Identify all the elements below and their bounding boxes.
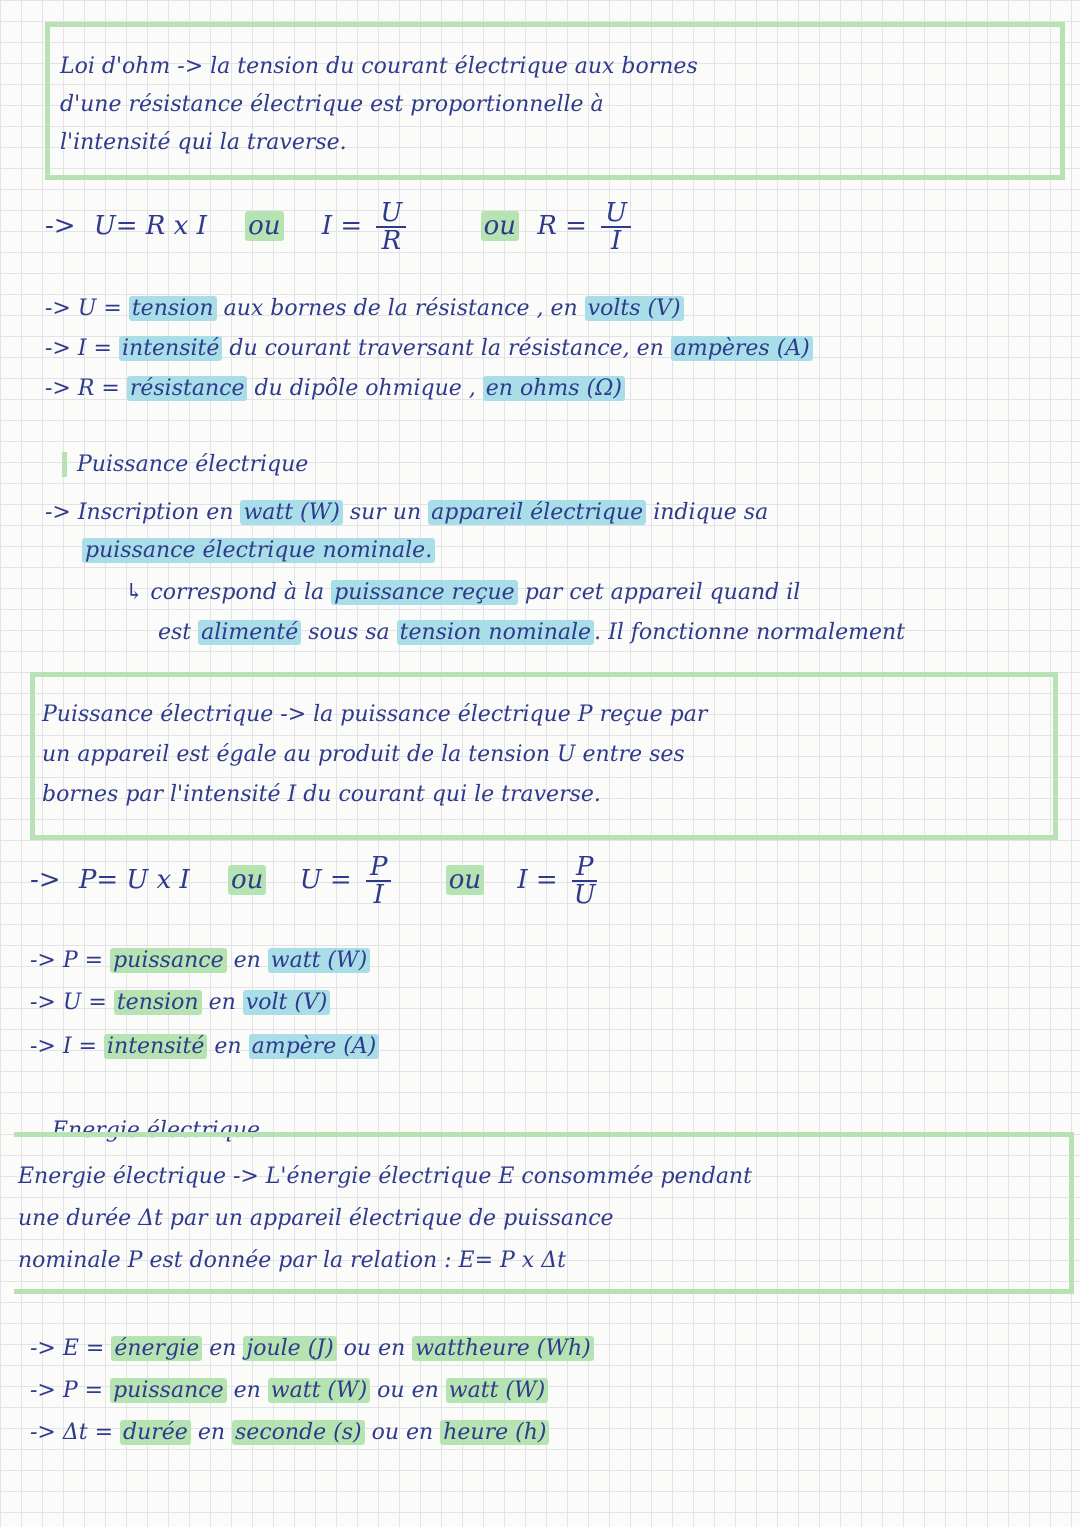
def-e: -> E = énergie en joule (J) ou en wattheure (Wh) (30, 1336, 594, 1361)
formula-u-left: U = (299, 865, 352, 895)
def-p-watt: -> P = puissance en watt (W) ou en watt (W) (30, 1378, 548, 1403)
or-word: ou (446, 865, 484, 895)
ohm-box-line-2: d'une résistance électrique est proportionnelle à (60, 92, 604, 117)
puissance-line-1: -> Inscription en watt (W) sur un appareil électrique indique sa (45, 500, 769, 525)
formula-p: P= U x I (78, 865, 190, 895)
or-word: ou (245, 211, 283, 241)
ohm-box-line-1: Loi d'ohm -> la tension du courant électrique aux bornes (60, 54, 698, 79)
formula-i-left: I = (321, 211, 363, 241)
fraction-u-over-i: $\frac{U}{I}$ (601, 200, 631, 254)
def-i-ampere: -> I = intensité en ampère (A) (30, 1034, 379, 1059)
puissance-formula (30, 854, 603, 908)
formula-i-left: I = (517, 865, 558, 895)
section-heading-puissance: Puissance électrique (62, 452, 308, 477)
energie-box-line-2: une durée Δt par un appareil électrique de puissance (18, 1206, 614, 1231)
def-r: -> R = résistance du dipôle ohmique , en ohms (Ω) (45, 376, 625, 401)
energie-box-line-1: Energie électrique -> L'énergie électrique E consommée pendant (18, 1164, 752, 1189)
or-word: ou (228, 865, 266, 895)
puissance-box-line-3: bornes par l'intensité I du courant qui le traverse. (42, 782, 601, 807)
arrow: -> (45, 211, 76, 241)
ohm-formula (45, 200, 637, 254)
energie-box-line-3: nominale P est donnée par la relation : E= P x Δt (18, 1248, 566, 1273)
puissance-line-2: puissance électrique nominale. (82, 538, 435, 563)
fraction-p-over-u: $\frac{P}{U}$ (573, 852, 596, 910)
fraction-p-over-i: $\frac{P}{I}$ (366, 854, 392, 908)
def-u: -> U = tension aux bornes de la résistance , en volts (V) (45, 296, 684, 321)
puissance-box-line-1: Puissance électrique -> la puissance électrique P reçue par (42, 702, 708, 727)
formula-r-left: R = (537, 211, 587, 241)
puissance-box-line-2: un appareil est égale au produit de la tension U entre ses (42, 742, 685, 767)
def-delta-t: -> Δt = durée en seconde (s) ou en heure (h) (30, 1420, 549, 1445)
fraction-u-over-r: $\frac{U}{R}$ (376, 200, 406, 254)
def-i: -> I = intensité du courant traversant la résistance, en ampères (A) (45, 336, 813, 361)
puissance-line-3: ↳ correspond à la puissance reçue par cet appareil quand il (125, 580, 801, 605)
def-p: -> P = puissance en watt (W) (30, 948, 370, 973)
formula-u: U= R x I (93, 211, 207, 241)
ohm-box-line-3: l'intensité qui la traverse. (60, 130, 347, 155)
def-u-volt: -> U = tension en volt (V) (30, 990, 330, 1015)
arrow: -> (30, 865, 61, 895)
puissance-line-4: est alimenté sous sa tension nominale . Il fonctionne normalement (158, 620, 905, 645)
or-word: ou (481, 211, 519, 241)
section-heading-energie: Energie électrique (52, 1118, 260, 1143)
